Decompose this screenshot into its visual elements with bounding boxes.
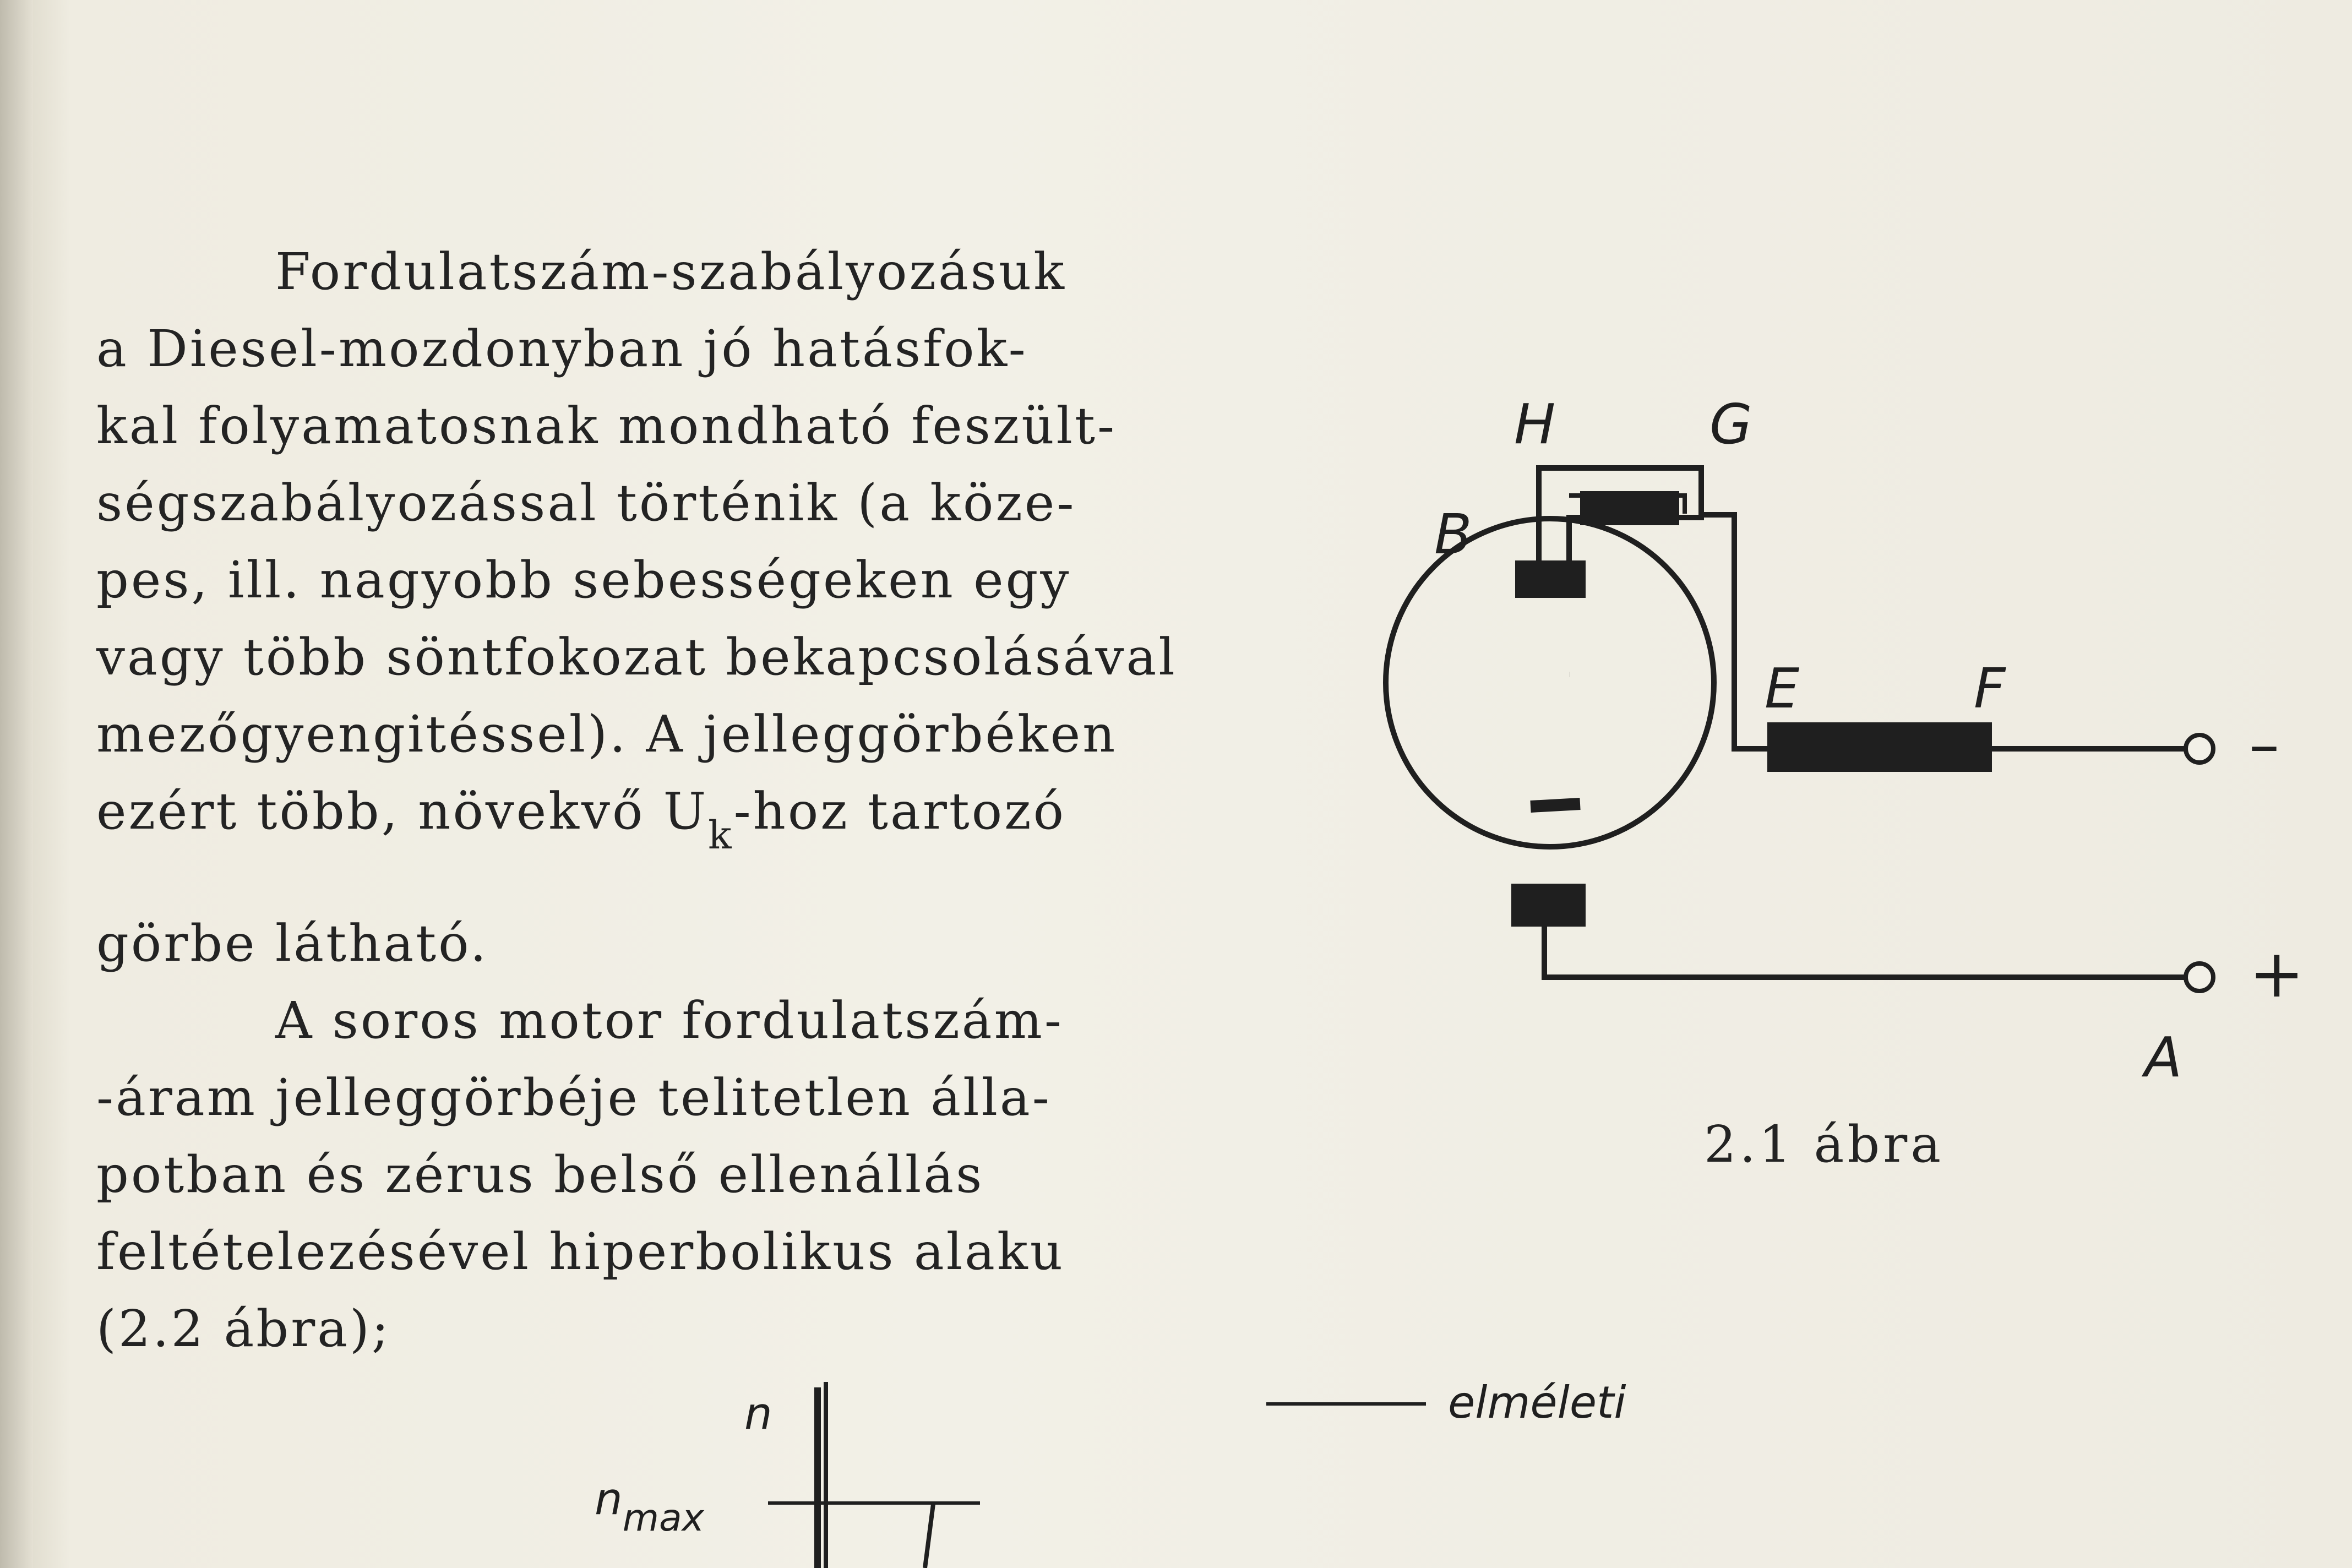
terminal-plus [2186, 963, 2213, 991]
label-a: A [2144, 1025, 2182, 1090]
figure-2-1-caption: 2.1 ábra [1704, 1115, 1945, 1174]
text-line: pes, ill. nagyobb sebességeken egy [96, 551, 1071, 609]
text-fragment: -hoz tartozó [733, 782, 1066, 841]
label-plus: + [2249, 936, 2305, 1012]
brush-bottom [1511, 884, 1586, 927]
legend-theoretical: elméleti [1448, 1377, 1626, 1428]
text-line: Fordulatszám-szabályozásuk [275, 242, 1067, 301]
text-line: -áram jelleggörbéje telitetlen álla- [96, 1068, 1052, 1127]
label-minus: – [2249, 709, 2279, 780]
text-fragment: ezért több, növekvő U [96, 782, 709, 841]
curve-segment [925, 1504, 933, 1568]
label-b: B [1434, 502, 1472, 567]
text-line: feltételezésével hiperbolikus alaku [96, 1222, 1065, 1281]
text-line-with-subscript [96, 782, 1066, 858]
label-h: H [1514, 392, 1556, 456]
subscript-k: k [708, 813, 734, 858]
text-line: a Diesel-mozdonyban jó hatásfok- [96, 319, 1028, 378]
text-line: görbe látható. [96, 914, 489, 973]
terminal-minus [2186, 735, 2213, 763]
text-line: kal folyamatosnak mondható feszült- [96, 396, 1117, 455]
book-page-edge [0, 0, 33, 1568]
text-line: A soros motor fordulatszám- [275, 991, 1064, 1050]
label-f: F [1974, 656, 2006, 721]
label-e: E [1765, 656, 1800, 721]
text-line: vagy több söntfokozat bekapcsolásával [96, 628, 1177, 687]
rotation-arrow-head [1531, 804, 1580, 807]
figure-2-1-circuit [1349, 385, 2340, 1101]
y-axis-label: n [744, 1388, 772, 1439]
nmax-label [595, 1473, 705, 1540]
brush-top [1515, 560, 1586, 598]
text-line: potban és zérus belső ellenállás [96, 1145, 984, 1204]
nmax-subscript: max [622, 1496, 704, 1540]
label-g: G [1709, 392, 1752, 456]
text-line: ségszabályozással történik (a köze- [96, 473, 1076, 532]
nmax-n: n [595, 1473, 623, 1525]
series-field-ef [1767, 722, 1992, 772]
wire-brush-plus [1544, 927, 2186, 977]
text-line: (2.2 ábra); [96, 1299, 391, 1358]
figure-2-2-graph [551, 1365, 1762, 1568]
text-line: mezőgyengitéssel). A jelleggörbéken [96, 705, 1118, 764]
